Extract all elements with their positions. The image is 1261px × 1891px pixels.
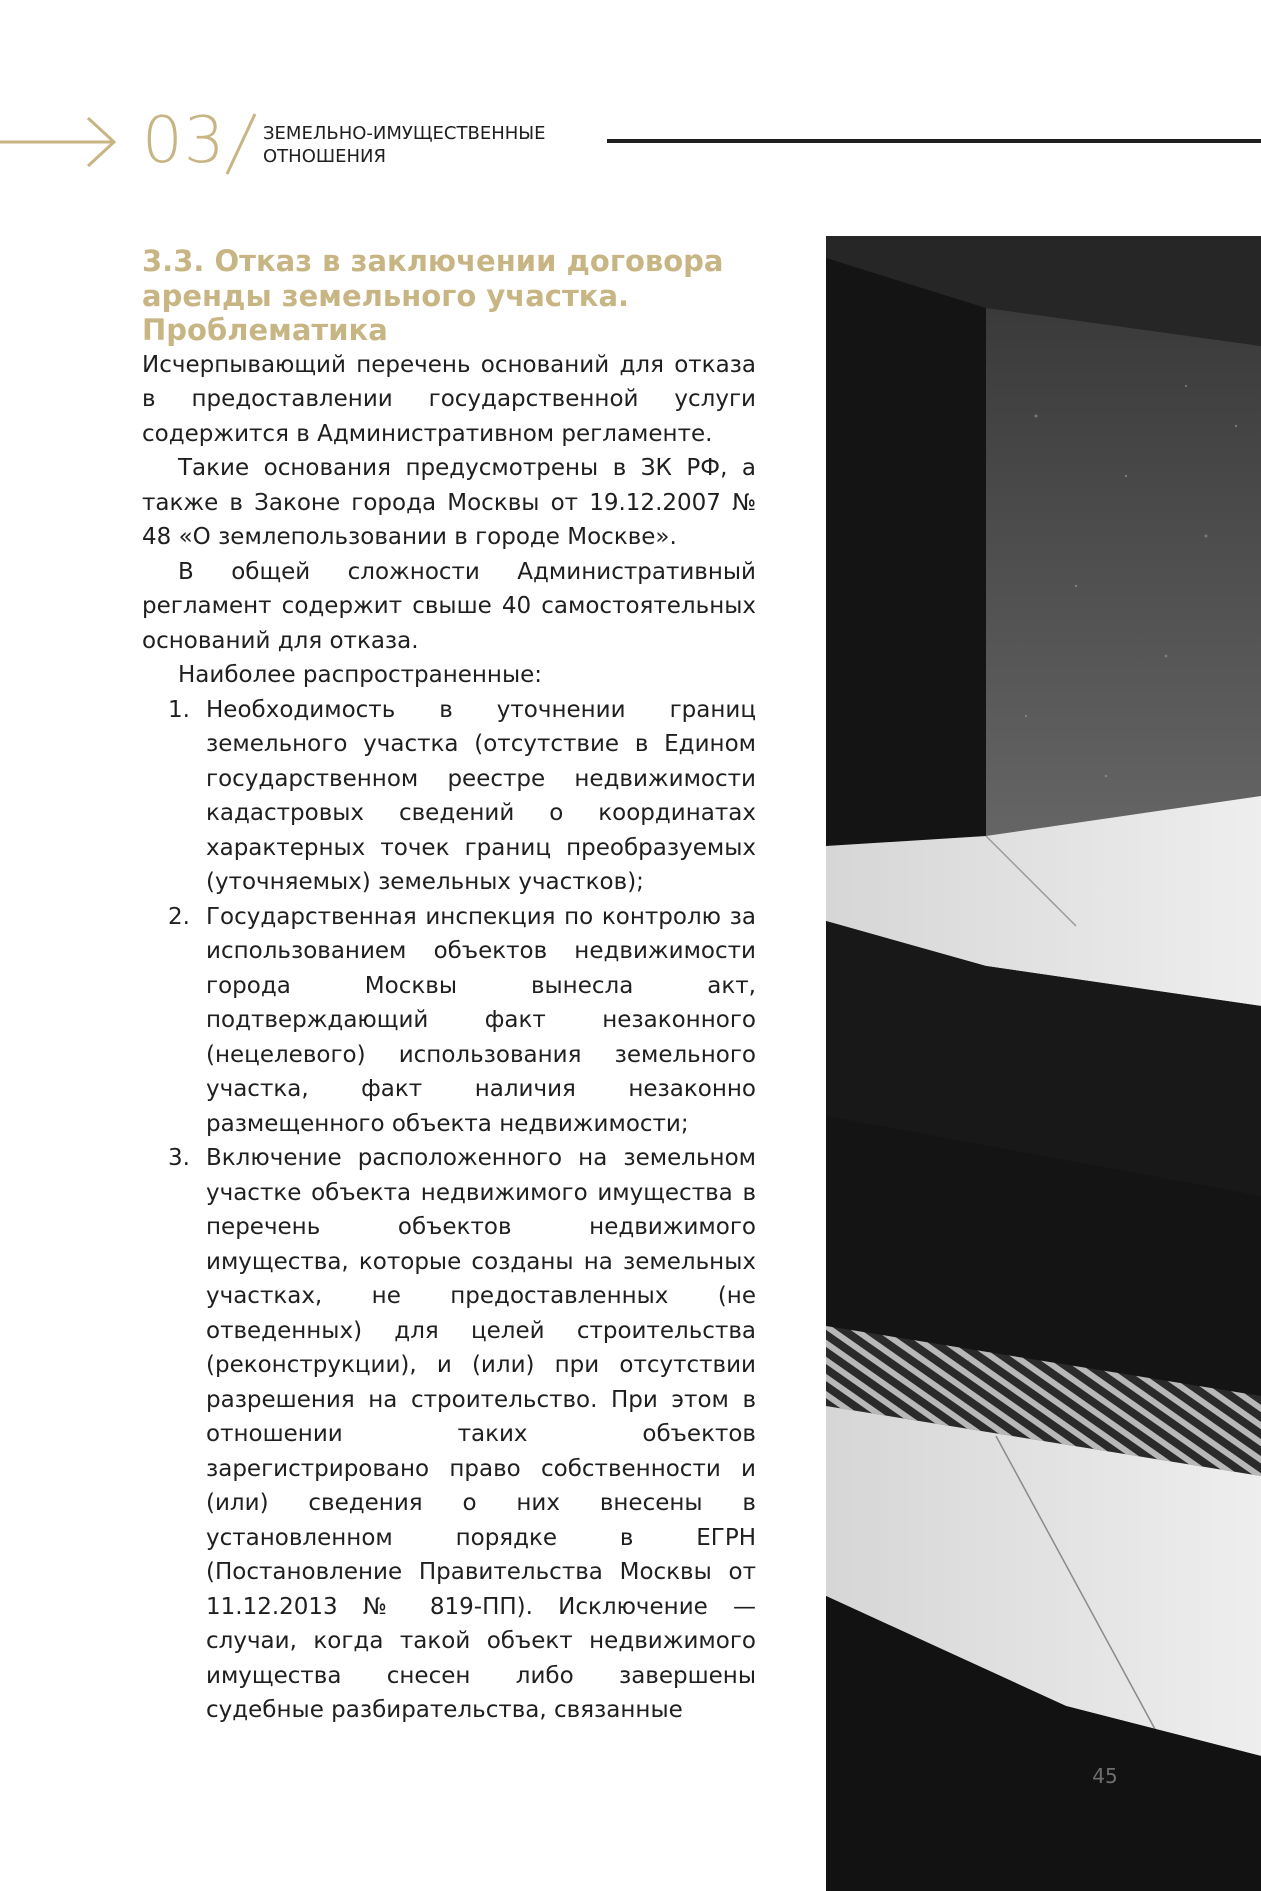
architecture-photo (826, 236, 1261, 1891)
paragraph: Такие основания предусмотрены в ЗК РФ, а также в Законе города Москвы от 19.12.2007 № 48 «О землепользовании в городе Москве». (142, 455, 756, 550)
section-title-line2: ОТНОШЕНИЯ (263, 146, 386, 167)
list-item (142, 693, 756, 900)
paragraph: Наиболее распространенные: (178, 662, 543, 688)
list-item-text: Включение расположенного на земельном участке объекта недвижимого имущества в перечень объектов недвижимого имущества, которые созданы на земельных участках, не предоставленных (не отведенных) для целей строительства (реконструкции), и (или) при отсутствии разрешения на строительство. При этом в отношении таких объектов зарегистрировано право собственности и (или) сведения о них внесены в установленном порядке в ЕГРН (Постановление Правительства Москвы от 11.12.2013 № 819-ПП). Исключение — случаи, когда такой объект недвижимого имущества снесен либо завершены судебные разбирательства, связанные (206, 1145, 756, 1723)
list-item-number: 3. (168, 1145, 190, 1171)
reasons-list (142, 693, 756, 1728)
list-item-text: Государственная инспекция по контролю за использованием объектов недвижимости города Москвы вынесла акт, подтверждающий факт незаконного (нецелевого) использования земельного участка, факт наличия незаконно размещенного объекта недвижимости; (206, 903, 756, 1137)
article (142, 244, 756, 1728)
paragraph: В общей сложности Административный регламент содержит свыше 40 самостоятельных оснований для отказа. (142, 558, 756, 654)
slash-icon (225, 112, 257, 176)
list-item (142, 900, 756, 1142)
list-item-text: Необходимость в уточнении границ земельного участка (отсутствие в Едином государственном реестре недвижимости кадастровых сведений о координатах характерных точек границ преобразуемых (уточняемых) земельных участков); (206, 696, 756, 895)
list-item-number: 2. (168, 903, 190, 930)
article-heading: 3.3. Отказ в заключении договора аренды земельного участка. Проблематика (142, 244, 724, 347)
arrow-right-icon (0, 116, 118, 168)
paragraph: Исчерпывающий перечень оснований для отказа в предоставлении государственной услуги содержится в Административном регламенте. (142, 351, 756, 447)
section-title-line1: ЗЕМЕЛЬНО-ИМУЩЕСТВЕННЫЕ (263, 123, 546, 144)
header-rule (607, 139, 1261, 143)
section-title (263, 122, 546, 168)
page-number: 45 (1092, 1764, 1118, 1788)
section-number: 03 (142, 104, 226, 178)
list-item-number: 1. (168, 696, 190, 723)
list-item (142, 1141, 756, 1728)
